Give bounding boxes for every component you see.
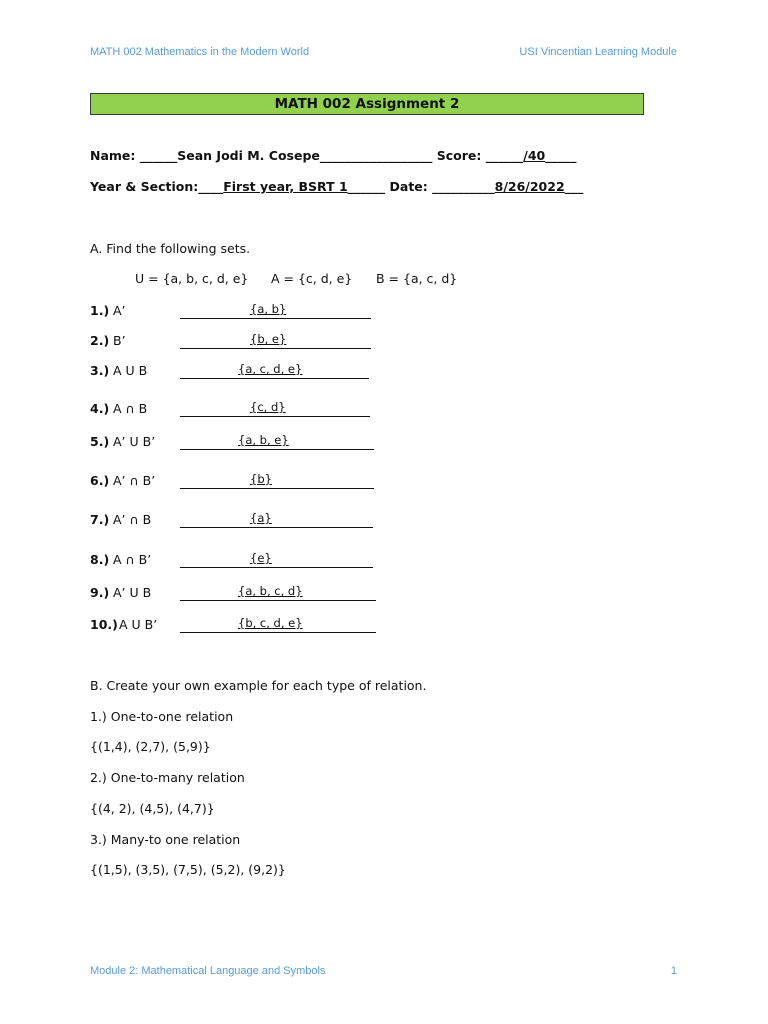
item-number: 1.) (90, 303, 110, 318)
relation-example: {(4, 2), (4,5), (4,7)} (90, 801, 215, 816)
item-expression: A ∩ B (113, 401, 148, 416)
answer-blank (180, 512, 373, 528)
relation-example: {(1,4), (2,7), (5,9)} (90, 739, 211, 754)
year-tail: ______ (347, 179, 386, 194)
item-number: 10.) (90, 617, 118, 632)
item-expression: A’ U B (113, 585, 152, 600)
item-answer: {c, d} (250, 400, 286, 414)
item-expression: A U B (113, 363, 148, 378)
name-tail: __________________ (319, 148, 433, 163)
answer-blank (180, 617, 376, 633)
item-expression: A ∩ B’ (113, 552, 152, 567)
date-value: 8/26/2022 (494, 179, 565, 194)
year-value: First year, BSRT 1 (223, 179, 348, 194)
relation-label: 2.) One-to-many relation (90, 770, 245, 785)
name-score-line (90, 148, 576, 163)
item-number: 5.) (90, 434, 110, 449)
item-number: 9.) (90, 585, 110, 600)
item-number: 3.) (90, 363, 110, 378)
set-b: B = {a, c, d} (376, 271, 458, 286)
answer-blank (180, 585, 376, 601)
answer-blank (180, 552, 373, 568)
score-label: Score: ______ (436, 148, 524, 163)
year-date-line (90, 179, 583, 194)
item-number: 6.) (90, 473, 110, 488)
year-label: Year & Section:____ (90, 179, 224, 194)
item-number: 7.) (90, 512, 110, 527)
item-expression: A’ ∩ B (113, 512, 152, 527)
item-expression: B’ (113, 333, 126, 348)
name-value: Sean Jodi M. Cosepe (177, 148, 320, 163)
set-a: A = {c, d, e} (271, 271, 353, 286)
item-answer: {a} (250, 511, 272, 525)
answer-blank (180, 401, 370, 417)
footer-module-title: Module 2: Mathematical Language and Symbols (90, 965, 326, 977)
answer-blank (180, 434, 374, 450)
item-answer: {b} (250, 472, 272, 486)
relation-label: 3.) Many-to one relation (90, 832, 241, 847)
item-answer: {e} (250, 551, 272, 565)
set-u: U = {a, b, c, d, e} (135, 271, 249, 286)
item-answer: {a, b} (250, 302, 287, 316)
answer-blank (180, 303, 371, 319)
answer-blank (180, 473, 374, 489)
header-course: MATH 002 Mathematics in the Modern World (90, 46, 310, 58)
item-expression: A’ U B’ (113, 434, 156, 449)
name-label: Name: ______ (90, 148, 178, 163)
date-tail: ___ (564, 179, 584, 194)
assignment-title: MATH 002 Assignment 2 (90, 93, 644, 115)
item-expression: A’ (113, 303, 126, 318)
score-tail: _____ (545, 148, 577, 163)
item-number: 8.) (90, 552, 110, 567)
score-value: /40 (523, 148, 546, 163)
item-number: 2.) (90, 333, 110, 348)
answer-blank (180, 333, 371, 349)
item-answer: {b, c, d, e} (238, 616, 303, 630)
header-module: USI Vincentian Learning Module (519, 46, 677, 58)
part-b-heading: B. Create your own example for each type of relation. (90, 678, 427, 693)
answer-blank (180, 363, 369, 379)
date-label: Date: __________ (389, 179, 495, 194)
item-expression: A U B’ (119, 617, 158, 632)
item-number: 4.) (90, 401, 110, 416)
page-number: 1 (670, 965, 677, 977)
item-answer: {a, b, e} (238, 433, 289, 447)
relation-label: 1.) One-to-one relation (90, 709, 234, 724)
relation-example: {(1,5), (3,5), (7,5), (5,2), (9,2)} (90, 862, 286, 877)
item-answer: {b, e} (250, 332, 287, 346)
part-a-heading: A. Find the following sets. (90, 241, 251, 256)
item-answer: {a, b, c, d} (238, 584, 303, 598)
item-expression: A’ ∩ B’ (113, 473, 156, 488)
item-answer: {a, c, d, e} (238, 362, 303, 376)
